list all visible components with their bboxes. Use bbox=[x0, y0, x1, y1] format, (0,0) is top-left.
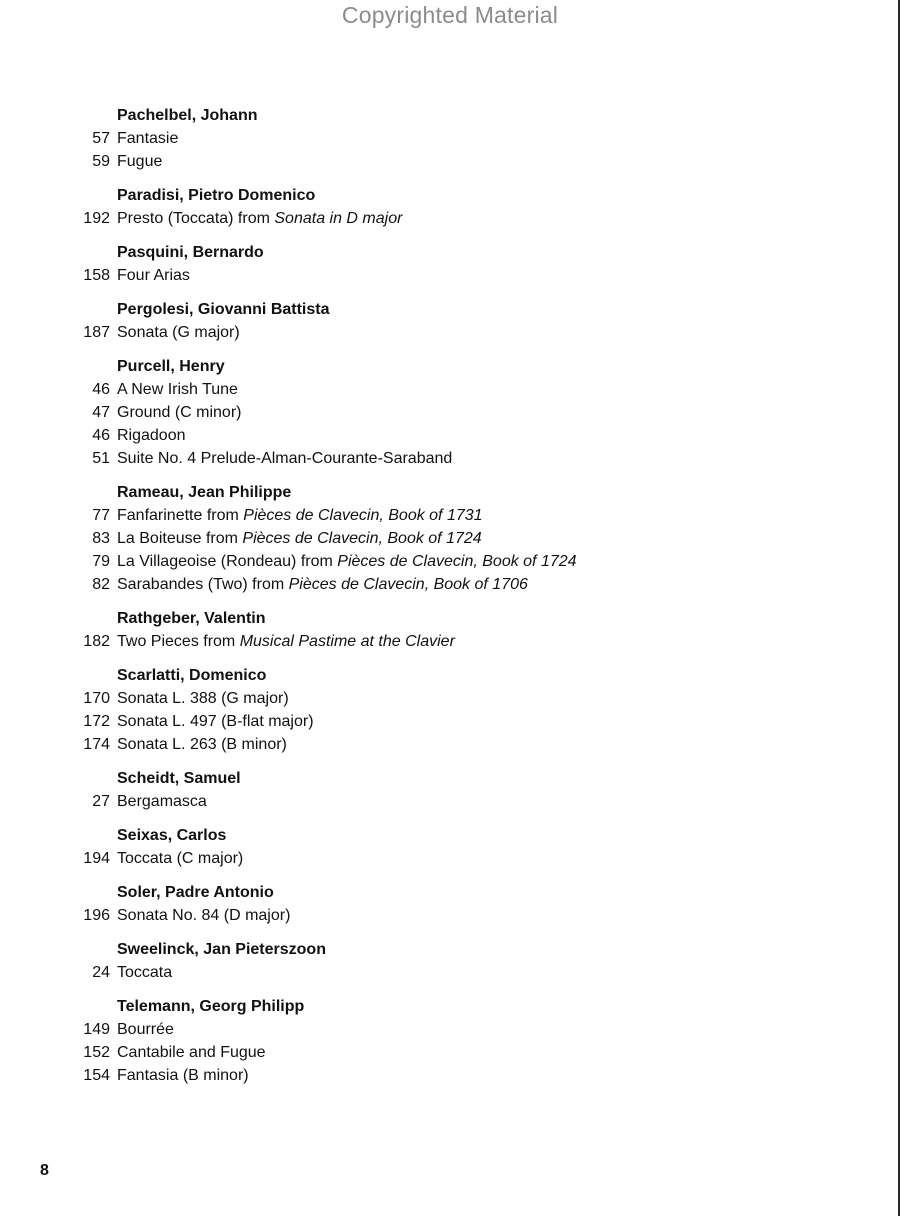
composer-name: Sweelinck, Jan Pieterszoon bbox=[117, 941, 326, 958]
entry-page-number: 82 bbox=[92, 576, 110, 593]
composer-name: Pachelbel, Johann bbox=[117, 107, 258, 124]
entry-source-title: Pièces de Clavecin, Book of 1724 bbox=[242, 530, 482, 547]
entry-title bbox=[117, 150, 162, 173]
entry-title bbox=[117, 527, 482, 550]
composer-group bbox=[70, 298, 850, 344]
entry-title-text: Bergamasca bbox=[117, 793, 207, 810]
entry-page-number: 196 bbox=[83, 907, 110, 924]
entry-page-number: 46 bbox=[92, 427, 110, 444]
entry-source-title: Pièces de Clavecin, Book of 1706 bbox=[288, 576, 528, 593]
entry-page-number: 187 bbox=[83, 324, 110, 341]
index-entry bbox=[70, 527, 850, 550]
index-entry bbox=[70, 550, 850, 573]
entry-title-text: La Boiteuse from bbox=[117, 530, 243, 547]
entry-page-number: 158 bbox=[83, 267, 110, 284]
entry-title-text: Cantabile and Fugue bbox=[117, 1044, 266, 1061]
entry-page-number: 174 bbox=[83, 736, 110, 753]
entry-page-number: 79 bbox=[92, 553, 110, 570]
entry-title-text: Fantasia (B minor) bbox=[117, 1067, 249, 1084]
composer-group bbox=[70, 104, 850, 173]
entry-title-text: Sonata L. 497 (B-flat major) bbox=[117, 713, 314, 730]
index-entry bbox=[70, 710, 850, 733]
entry-title bbox=[117, 264, 190, 287]
index-entry bbox=[70, 321, 850, 344]
entry-page-number: 59 bbox=[92, 153, 110, 170]
entry-title-text: Sonata L. 263 (B minor) bbox=[117, 736, 287, 753]
composer-name: Scarlatti, Domenico bbox=[117, 667, 267, 684]
entry-title bbox=[117, 207, 402, 230]
entry-title-text: Fugue bbox=[117, 153, 163, 170]
entry-title-text: La Villageoise (Rondeau) from bbox=[117, 553, 338, 570]
entry-title-text: Sonata (G major) bbox=[117, 324, 240, 341]
entry-page-number: 51 bbox=[92, 450, 110, 467]
entry-source-title: Pièces de Clavecin, Book of 1731 bbox=[243, 507, 483, 524]
composer-name: Seixas, Carlos bbox=[117, 827, 227, 844]
index-entry bbox=[70, 424, 850, 447]
index-entry bbox=[70, 733, 850, 756]
entry-title bbox=[117, 1041, 266, 1064]
entry-title-text: Sonata No. 84 (D major) bbox=[117, 907, 291, 924]
entry-title bbox=[117, 687, 289, 710]
entry-title bbox=[117, 1064, 249, 1087]
entry-title bbox=[117, 733, 287, 756]
entry-page-number: 77 bbox=[92, 507, 110, 524]
composer-name: Soler, Padre Antonio bbox=[117, 884, 274, 901]
entry-page-number: 194 bbox=[83, 850, 110, 867]
entry-page-number: 149 bbox=[83, 1021, 110, 1038]
entry-title bbox=[117, 961, 172, 984]
entry-page-number: 192 bbox=[83, 210, 110, 227]
composer-group bbox=[70, 767, 850, 813]
entry-page-number: 172 bbox=[83, 713, 110, 730]
entry-page-number: 170 bbox=[83, 690, 110, 707]
entry-page-number: 154 bbox=[83, 1067, 110, 1084]
composer-name: Rameau, Jean Philippe bbox=[117, 484, 292, 501]
entry-title-text: Sonata L. 388 (G major) bbox=[117, 690, 289, 707]
entry-page-number: 57 bbox=[92, 130, 110, 147]
entry-title-text: Toccata (C major) bbox=[117, 850, 244, 867]
index-entry bbox=[70, 847, 850, 870]
entry-title bbox=[117, 790, 207, 813]
composer-name: Purcell, Henry bbox=[117, 358, 225, 375]
index-entry bbox=[70, 127, 850, 150]
index-entry bbox=[70, 1018, 850, 1041]
entry-page-number: 46 bbox=[92, 381, 110, 398]
composer-group bbox=[70, 664, 850, 756]
composer-group bbox=[70, 881, 850, 927]
index-entry bbox=[70, 207, 850, 230]
index-entry bbox=[70, 150, 850, 173]
entry-title-text: Suite No. 4 Prelude-Alman-Courante-Saraband bbox=[117, 450, 453, 467]
entry-title-text: Two Pieces from bbox=[117, 633, 240, 650]
index-entry bbox=[70, 401, 850, 424]
composer-group bbox=[70, 995, 850, 1087]
entry-title bbox=[117, 378, 238, 401]
entry-page-number: 27 bbox=[92, 793, 110, 810]
entry-title-text: Four Arias bbox=[117, 267, 190, 284]
entry-title-text: Rigadoon bbox=[117, 427, 186, 444]
composer-group bbox=[70, 824, 850, 870]
composer-group bbox=[70, 607, 850, 653]
entry-title-text: Bourrée bbox=[117, 1021, 174, 1038]
composer-group bbox=[70, 241, 850, 287]
index-entry bbox=[70, 904, 850, 927]
entry-source-title: Musical Pastime at the Clavier bbox=[239, 633, 455, 650]
entry-title bbox=[117, 710, 314, 733]
entry-title bbox=[117, 447, 452, 470]
page-number: 8 bbox=[40, 1162, 49, 1179]
composer-group bbox=[70, 184, 850, 230]
entry-page-number: 152 bbox=[83, 1044, 110, 1061]
index-entry bbox=[70, 378, 850, 401]
entry-title bbox=[117, 1018, 174, 1041]
entry-page-number: 47 bbox=[92, 404, 110, 421]
entry-page-number: 182 bbox=[83, 633, 110, 650]
entry-title-text: Presto (Toccata) from bbox=[117, 210, 275, 227]
index-entry bbox=[70, 687, 850, 710]
entry-title bbox=[117, 573, 528, 596]
entry-title bbox=[117, 847, 243, 870]
entry-page-number: 83 bbox=[92, 530, 110, 547]
index-entry bbox=[70, 961, 850, 984]
composer-name: Pergolesi, Giovanni Battista bbox=[117, 301, 330, 318]
entry-source-title: Pièces de Clavecin, Book of 1724 bbox=[337, 553, 577, 570]
entry-title bbox=[117, 321, 240, 344]
entry-source-title: Sonata in D major bbox=[274, 210, 403, 227]
entry-title bbox=[117, 630, 455, 653]
entry-title bbox=[117, 401, 241, 424]
entry-title bbox=[117, 127, 178, 150]
composer-name: Pasquini, Bernardo bbox=[117, 244, 264, 261]
entry-title bbox=[117, 424, 186, 447]
entry-title-text: Ground (C minor) bbox=[117, 404, 242, 421]
composer-index bbox=[70, 104, 850, 1098]
entry-title-text: Fantasie bbox=[117, 130, 179, 147]
composer-name: Telemann, Georg Philipp bbox=[117, 998, 305, 1015]
composer-group bbox=[70, 938, 850, 984]
index-entry bbox=[70, 573, 850, 596]
entry-title-text: Toccata bbox=[117, 964, 173, 981]
entry-page-number: 24 bbox=[92, 964, 110, 981]
entry-title-text: Fanfarinette from bbox=[117, 507, 244, 524]
entry-title-text: A New Irish Tune bbox=[117, 381, 238, 398]
index-entry bbox=[70, 1041, 850, 1064]
composer-name: Scheidt, Samuel bbox=[117, 770, 241, 787]
index-entry bbox=[70, 264, 850, 287]
composer-name: Paradisi, Pietro Domenico bbox=[117, 187, 316, 204]
composer-group bbox=[70, 355, 850, 470]
composer-group bbox=[70, 481, 850, 596]
entry-title-text: Sarabandes (Two) from bbox=[117, 576, 289, 593]
entry-title bbox=[117, 504, 483, 527]
composer-name: Rathgeber, Valentin bbox=[117, 610, 266, 627]
index-entry bbox=[70, 1064, 850, 1087]
index-entry bbox=[70, 630, 850, 653]
index-entry bbox=[70, 504, 850, 527]
entry-title bbox=[117, 904, 290, 927]
index-entry bbox=[70, 447, 850, 470]
entry-title bbox=[117, 550, 577, 573]
copyright-watermark: Copyrighted Material bbox=[341, 2, 559, 28]
index-entry bbox=[70, 790, 850, 813]
